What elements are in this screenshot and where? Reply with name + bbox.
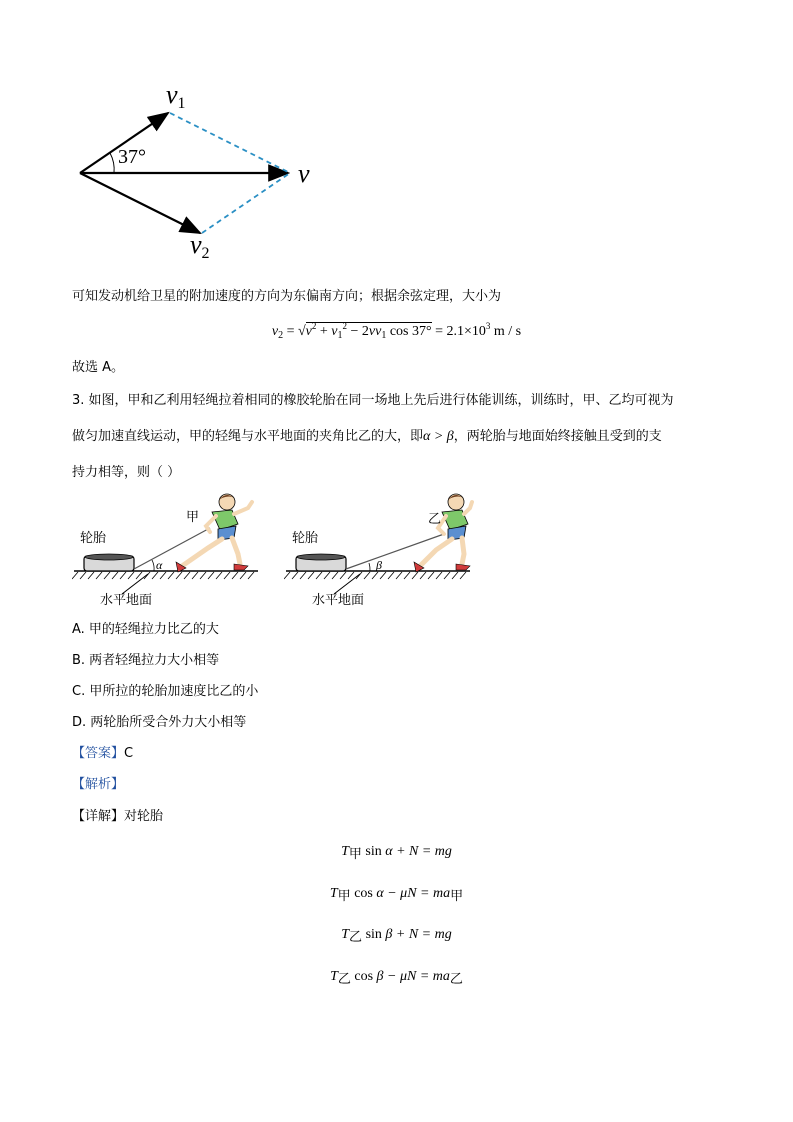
ground-label-left: 水平地面 (100, 593, 153, 608)
rope-left (134, 528, 210, 569)
tire-label-left: 轮胎 (80, 531, 107, 546)
option-a: A. 甲的轻绳拉力比乙的大 (72, 622, 219, 637)
formula-v2: $v_2 = √v^2 + v_1^2 - 2vv_1$ $\cos 37^\circ = 2.1\times 10^3$ m / s (271, 321, 522, 341)
angle-label-beta: β (376, 558, 382, 572)
label-v1: v1 (166, 80, 186, 112)
vector-v2 (80, 173, 200, 233)
option-d: D. 两轮胎所受合外力大小相等 (72, 715, 247, 730)
option-c: C. 甲所拉的轮胎加速度比乙的小 (72, 684, 259, 699)
question3-line1: 3. 如图，甲和乙利用轻绳拉着相同的橡胶轮胎在同一场地上先后进行体能训练，训练时，甲、乙均可视为 (72, 393, 674, 408)
runner-label-jia: 甲 (186, 510, 200, 525)
equation-4: T乙 cos β − μN = ma乙 (330, 969, 463, 987)
analysis-tag: 【解析】 (72, 777, 125, 792)
inequality: α > β (423, 429, 454, 444)
equation-2: T甲 cos α − μN = ma甲 (329, 886, 464, 904)
angle-label-alpha: α (156, 558, 163, 572)
runner-jia (176, 494, 252, 572)
dashed-line-lower (202, 173, 290, 233)
label-v: v (298, 159, 310, 188)
runner-yi (414, 494, 472, 572)
equation-1: T甲 sin α + N = mg (341, 844, 452, 862)
ground-label-right: 水平地面 (312, 593, 365, 608)
question3-line3: 持力相等，则（ ） (72, 465, 181, 480)
angle-arc (110, 153, 114, 173)
rope-right (346, 534, 444, 569)
answer-q2: 故选 A。 (72, 360, 125, 375)
runner-label-yi: 乙 (428, 512, 442, 527)
option-b: B. 两者轻绳拉力大小相等 (72, 653, 220, 668)
angle-label: 37° (118, 146, 146, 168)
equation-3: T乙 sin β + N = mg (341, 927, 452, 945)
detail-line: 【详解】对轮胎 (72, 809, 164, 824)
tire-label-right: 轮胎 (292, 531, 319, 546)
label-v2: v2 (190, 230, 210, 262)
answer-line: 【答案】C (72, 746, 134, 761)
conclusion-text: 可知发动机给卫星的附加速度的方向为东偏南方向；根据余弦定理，大小为 (72, 289, 502, 304)
question3-line2: 做匀加速直线运动，甲的轻绳与水平地面的夹角比乙的大，即α > β，两轮胎与地面始终接触且受到的支 (72, 429, 662, 444)
dashed-line-upper (170, 113, 290, 173)
